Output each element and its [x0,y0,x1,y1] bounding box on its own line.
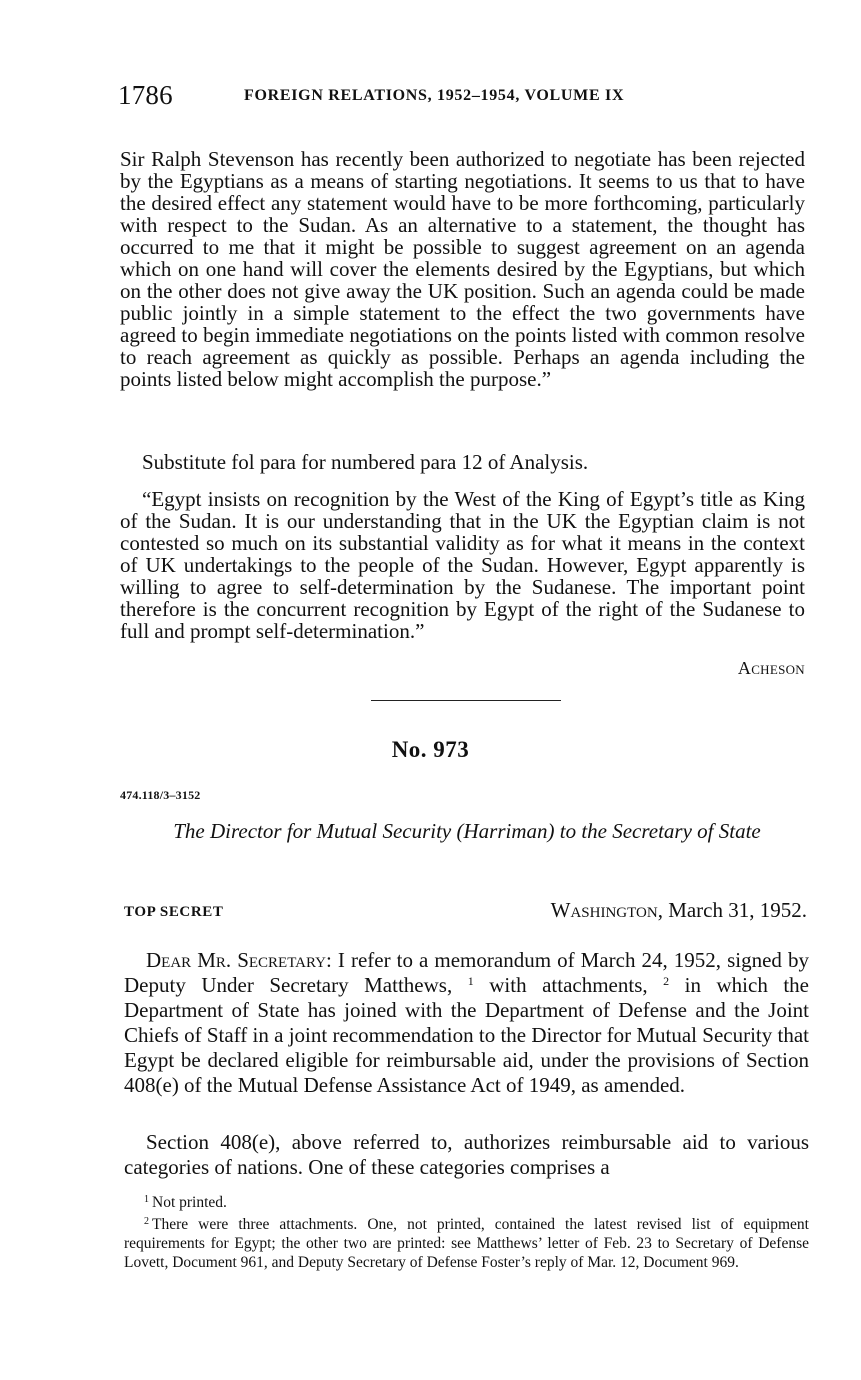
letter-paragraph-1-text-c: in which the Department of State has joined with the Department of Defense and the Joint Chiefs of Staff in a joint recommendation to the Director for Mutual Security that Egypt be declared eligible for reimbursable aid, under the provisions of Section 408(e) of the Mutual Defense Assistance Act of 1949, as amended. [124,973,809,1097]
document-number: No. 973 [391,737,470,762]
dateline [551,898,807,923]
footnotes [124,1190,809,1272]
letter-paragraph-1-text-b: with attachments, [473,973,664,997]
page-header [118,80,818,112]
letter-paragraph-2: Section 408(e), above referred to, authorizes reimbursable aid to various categories of nations. One of these categories comprises a [124,1130,809,1179]
page-number: 1786 [118,80,173,110]
footnote-2-number: 2 [144,1216,149,1227]
file-number: 474.118/3–3152 [120,788,201,802]
footnote-reference-1[interactable]: 1 [467,974,474,988]
previous-document-paragraph-2: Substitute fol para for numbered para 12 of Analysis. [142,450,589,474]
running-title: FOREIGN RELATIONS, 1952–1954, VOLUME IX [244,87,625,104]
section-divider [371,700,561,701]
letter-paragraph-1-text-a: I refer to a memorandum of March 24, 1952, signed by Deputy Under Secretary Matthews, [124,948,809,997]
classification-label: TOP SECRET [124,904,224,920]
footnote-1-text: Not printed. [152,1194,227,1211]
footnote-1 [124,1190,809,1212]
footnote-2 [124,1212,809,1272]
footnote-1-number: 1 [144,1194,149,1205]
salutation: Dear Mr. Secretary: [146,948,332,972]
previous-document-paragraph-1: Sir Ralph Stevenson has recently been authorized to negotiate has been rejected by the Egyptians as a means of starting negotiations. It seems to us that to have the desired effect any statement would have to be more forthcoming, particularly with respect to the Sudan. As an alternative to a statement, the thought has occurred to me that it might be possible to suggest agreement on an agenda which on one hand will cover the elements desired by the Egyptians, but which on the other does not give away the UK position. Such an agenda could be made public jointly in a simple statement to the effect the two governments have agreed to begin immediate negotiations on the points listed with common resolve to reach agreement as quickly as possible. Perhaps an agenda including the points listed below might accomplish the purpose.” [120,147,805,391]
dateline-place: Washington [550,898,658,922]
acheson-signature: Acheson [737,658,805,678]
footnote-2-text: There were three attachments. One, not printed, contained the latest revised list of equipment requirements for Egypt; the other two are printed: see Matthews’ letter of Feb. 23 to Secretary of Defense Lovett, Document 961, and Deputy Secretary of Defense Foster’s reply of Mar. 12, Document 969. [124,1216,809,1271]
previous-document-paragraph-3: “Egypt insists on recognition by the West of the King of Egypt’s title as King of the Sudan. It is our understanding that in the UK the Egyptian claim is not contested so much on its substantial validity as for what it means in the context of UK undertakings to the people of the Sudan. However, Egypt apparently is willing to agree to self-determination by the Sudanese. The important point therefore is the concurrent recognition by Egypt of the right of the Sudanese to full and prompt self-determination.” [120,487,805,643]
dateline-date: , March 31, 1952. [657,898,807,922]
document-title: The Director for Mutual Security (Harriman) to the Secretary of State [173,819,761,843]
letter-paragraph-1 [124,948,809,1098]
footnote-reference-2[interactable]: 2 [663,974,670,988]
